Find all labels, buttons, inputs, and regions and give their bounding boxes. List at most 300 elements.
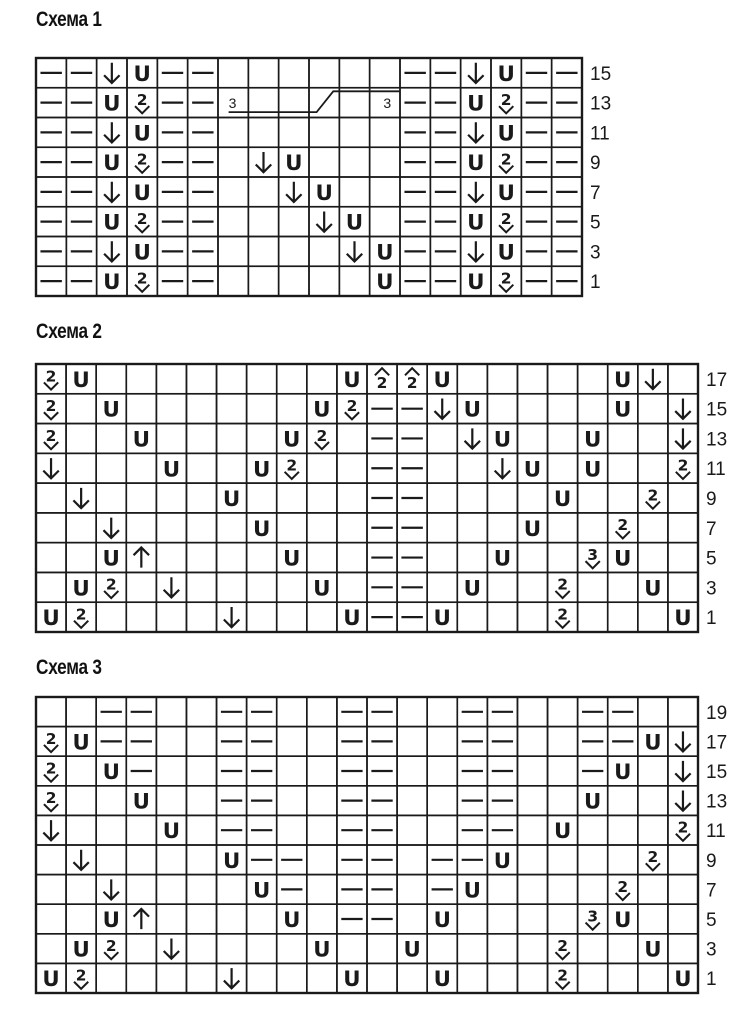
chart-cell [307, 602, 337, 632]
chart-cell [608, 934, 638, 964]
two-together-symbol: 2 [647, 486, 659, 505]
chart-cell [217, 904, 247, 934]
two-together-symbol: 2 [136, 269, 148, 288]
row-number: 11 [706, 821, 726, 843]
yarn-over-symbol: U [433, 967, 451, 993]
chart-cell [218, 266, 248, 296]
row-number: 13 [590, 93, 612, 115]
row-number: 19 [706, 702, 728, 724]
chart-cell [307, 845, 337, 875]
chart-cell [457, 483, 487, 513]
row-number: 15 [590, 63, 612, 85]
chart-cell [487, 904, 517, 934]
chart-cell [397, 697, 427, 727]
chart-cell [517, 602, 547, 632]
chart-cell [66, 394, 96, 424]
chart-cell [548, 513, 578, 543]
row-number: 11 [706, 459, 726, 481]
chart-cell [186, 602, 216, 632]
two-together-symbol: 2 [557, 575, 568, 594]
row-number: 13 [706, 791, 728, 813]
chart-cell [36, 572, 66, 602]
chart-cell [370, 118, 400, 148]
two-together-symbol: 2 [677, 818, 689, 837]
yarn-over-symbol: U [644, 937, 662, 963]
row-number: 3 [706, 578, 717, 600]
chart-cell [186, 815, 216, 845]
chart-cell [96, 424, 126, 454]
chart-cell [247, 483, 277, 513]
yarn-over-symbol: U [674, 606, 692, 632]
chart-cell [186, 786, 216, 816]
yarn-over-symbol: U [674, 967, 692, 993]
chart-cell [36, 543, 66, 573]
chart-cell [66, 756, 96, 786]
decrease-arrow-up-symbol [134, 909, 149, 929]
chart-cell [397, 815, 427, 845]
chart-cell [217, 934, 247, 964]
row-number: 1 [706, 969, 717, 991]
yarn-over-symbol: U [644, 730, 662, 756]
chart-cell [427, 815, 457, 845]
chart-cell [548, 453, 578, 483]
chart-cell [638, 815, 668, 845]
yarn-over-symbol: U [133, 240, 151, 266]
chart-cell [427, 483, 457, 513]
chart-cell [247, 602, 277, 632]
chart-cell [186, 543, 216, 573]
chart-cell [487, 394, 517, 424]
yarn-over-symbol: U [283, 546, 301, 572]
chart-cell [638, 453, 668, 483]
chart-cell [427, 543, 457, 573]
chart-cell [156, 727, 186, 757]
chart-cell [186, 845, 216, 875]
chart-cell [36, 934, 66, 964]
chart-cell [96, 963, 126, 993]
chart-cell [186, 572, 216, 602]
chart-title-1: Схема 1 [36, 8, 102, 31]
chart-cell [487, 483, 517, 513]
chart-cell [277, 483, 307, 513]
chart-cell [427, 513, 457, 543]
chart-cell [126, 845, 156, 875]
row-number: 11 [590, 123, 610, 145]
chart-cell [217, 513, 247, 543]
chart-cell [397, 786, 427, 816]
chart-cell [248, 207, 278, 237]
two-together-symbol: 2 [376, 373, 388, 392]
decrease-arrow-down-symbol [434, 399, 449, 419]
yarn-over-symbol: U [103, 210, 121, 236]
chart-cell [126, 394, 156, 424]
chart-cell [638, 756, 668, 786]
chart-cell [487, 875, 517, 905]
three-together-symbol: 3 [587, 907, 599, 926]
chart-cell [66, 453, 96, 483]
chart-cell [638, 513, 668, 543]
yarn-over-symbol: U [493, 427, 512, 453]
chart-cell [307, 513, 337, 543]
yarn-over-symbol: U [133, 121, 151, 147]
two-together-symbol: 2 [45, 397, 57, 416]
yarn-over-symbol: U [343, 967, 361, 993]
yarn-over-symbol: U [313, 397, 331, 423]
two-together-symbol: 2 [105, 575, 117, 594]
two-together-symbol: 2 [500, 91, 512, 110]
chart-cell [307, 815, 337, 845]
chart-cell [186, 904, 216, 934]
chart-cell [457, 513, 487, 543]
yarn-over-symbol: U [497, 240, 515, 266]
chart-cell [339, 58, 369, 88]
decrease-arrow-down-symbol [104, 879, 119, 899]
chart-cell [36, 904, 66, 934]
yarn-over-symbol: U [315, 180, 333, 206]
yarn-over-symbol: U [72, 367, 90, 393]
decrease-arrow-down-symbol [645, 369, 660, 389]
chart-cell [638, 424, 668, 454]
two-together-symbol: 2 [136, 210, 148, 229]
chart-cell [578, 483, 608, 513]
two-together-symbol: 2 [557, 605, 568, 624]
chart-cell [156, 364, 186, 394]
row-number: 1 [706, 608, 717, 630]
two-together-symbol: 2 [286, 456, 298, 475]
two-together-symbol: 2 [500, 269, 512, 288]
two-together-symbol: 2 [500, 150, 512, 169]
yarn-over-symbol: U [283, 907, 301, 933]
chart-cell [339, 147, 369, 177]
chart-cell [126, 453, 156, 483]
decrease-arrow-down-symbol [286, 182, 301, 202]
two-together-symbol: 2 [75, 966, 87, 985]
chart-cell [66, 697, 96, 727]
chart-cell [156, 424, 186, 454]
chart-title-2: Схема 2 [36, 320, 102, 343]
chart-cell [307, 483, 337, 513]
yarn-over-symbol: U [102, 546, 120, 572]
chart-cell [457, 934, 487, 964]
chart-cell [638, 786, 668, 816]
chart-grid-3 [36, 697, 727, 993]
chart-cell [397, 727, 427, 757]
row-number: 3 [706, 939, 717, 961]
row-number: 17 [706, 369, 728, 391]
chart-cell [277, 756, 307, 786]
row-number: 9 [706, 489, 717, 510]
chart-cell [279, 58, 309, 88]
yarn-over-symbol: U [433, 367, 451, 393]
row-number: 1 [590, 272, 601, 294]
row-number: 15 [706, 399, 728, 421]
chart-cell [487, 364, 517, 394]
row-number: 5 [706, 548, 717, 570]
chart-cell [96, 845, 126, 875]
chart-cell [277, 513, 307, 543]
chart-cell [247, 963, 277, 993]
chart-cell [578, 572, 608, 602]
chart-cell [247, 904, 277, 934]
decrease-arrow-down-symbol [164, 939, 179, 959]
chart-cell [186, 756, 216, 786]
chart-cell [517, 786, 547, 816]
decrease-arrow-down-symbol [43, 458, 58, 478]
chart-cell [126, 934, 156, 964]
chart-cell [96, 453, 126, 483]
chart-cell [126, 815, 156, 845]
chart-cell [307, 786, 337, 816]
chart-cell [309, 266, 339, 296]
chart-cell [638, 602, 668, 632]
chart-cell [248, 58, 278, 88]
row-number: 13 [706, 429, 728, 451]
chart-cell [548, 543, 578, 573]
yarn-over-symbol: U [497, 121, 515, 147]
yarn-over-symbol: U [493, 546, 512, 572]
chart-cell [578, 875, 608, 905]
chart-cell [277, 963, 307, 993]
yarn-over-symbol: U [162, 457, 181, 483]
chart-cell [457, 602, 487, 632]
chart-cell [277, 697, 307, 727]
chart-cell [608, 572, 638, 602]
chart-cell [517, 845, 547, 875]
chart-cell [517, 483, 547, 513]
chart-cell [156, 963, 186, 993]
chart-cell [370, 177, 400, 207]
chart-cell [337, 543, 367, 573]
chart-cell [66, 875, 96, 905]
chart-cell [218, 58, 248, 88]
chart-cell [517, 727, 547, 757]
decrease-arrow-down-symbol [468, 63, 483, 83]
chart-cell [156, 543, 186, 573]
chart-cell [457, 543, 487, 573]
chart-cell [247, 394, 277, 424]
decrease-arrow-down-symbol [224, 968, 239, 988]
chart-cell [337, 513, 367, 543]
chart-cell [517, 963, 547, 993]
yarn-over-symbol: U [72, 937, 90, 963]
chart-cell [638, 963, 668, 993]
row-number: 5 [590, 212, 601, 234]
chart-cell [247, 364, 277, 394]
chart-cell [96, 364, 126, 394]
decrease-arrow-down-symbol [164, 577, 179, 597]
chart-cell [279, 266, 309, 296]
chart-cell [578, 934, 608, 964]
chart-cell [248, 237, 278, 267]
chart-cell [608, 424, 638, 454]
yarn-over-symbol: U [42, 967, 60, 993]
chart-cell [217, 875, 247, 905]
chart-cell [517, 424, 547, 454]
yarn-over-symbol: U [467, 210, 485, 236]
chart-cell [279, 118, 309, 148]
row-number: 17 [706, 732, 728, 754]
yarn-over-symbol: U [467, 151, 485, 177]
chart-cell [247, 572, 277, 602]
chart-cell [217, 543, 247, 573]
chart-cell [217, 394, 247, 424]
decrease-arrow-down-symbol [256, 152, 271, 172]
chart-cell [307, 697, 337, 727]
chart-cell [248, 177, 278, 207]
chart-cell [397, 963, 427, 993]
chart-cell [126, 513, 156, 543]
two-together-symbol: 2 [647, 848, 659, 867]
chart-cell [277, 934, 307, 964]
chart-cell [309, 58, 339, 88]
yarn-over-symbol: U [433, 907, 451, 933]
chart-cell [126, 963, 156, 993]
chart-cell [36, 513, 66, 543]
chart-cell [156, 697, 186, 727]
chart-cell [608, 815, 638, 845]
chart-cell [668, 697, 698, 727]
chart-cell [307, 756, 337, 786]
yarn-over-symbol: U [523, 516, 542, 542]
chart-cell [126, 364, 156, 394]
chart-cell [457, 453, 487, 483]
yarn-over-symbol: U [614, 759, 632, 785]
decrease-arrow-down-symbol [73, 488, 88, 508]
chart-cell [427, 756, 457, 786]
decrease-arrow-down-symbol [495, 458, 510, 478]
chart-cell [638, 875, 668, 905]
chart-cell [218, 147, 248, 177]
chart-cell [578, 513, 608, 543]
yarn-over-symbol: U [103, 91, 121, 117]
chart-cell [370, 147, 400, 177]
chart-cell [186, 934, 216, 964]
chart-cell [277, 572, 307, 602]
chart-cell [487, 602, 517, 632]
row-number: 9 [706, 850, 717, 872]
three-together-symbol: 3 [587, 545, 599, 564]
chart-cell [427, 786, 457, 816]
chart-cell [279, 237, 309, 267]
yarn-over-symbol: U [222, 848, 241, 874]
two-together-symbol: 2 [617, 516, 629, 535]
yarn-over-symbol: U [644, 576, 662, 602]
decrease-arrow-down-symbol [675, 428, 690, 448]
chart-cell [247, 543, 277, 573]
chart-cell [517, 875, 547, 905]
yarn-over-symbol: U [614, 907, 632, 933]
chart-cell [548, 845, 578, 875]
chart-cell [248, 266, 278, 296]
chart-cell [337, 934, 367, 964]
chart-cell [156, 875, 186, 905]
chart-cell [307, 963, 337, 993]
chart-cell [427, 727, 457, 757]
chart-cell [186, 513, 216, 543]
chart-cell [277, 394, 307, 424]
chart-cell [427, 572, 457, 602]
chart-cell [186, 483, 216, 513]
yarn-over-symbol: U [133, 61, 151, 87]
chart-cell [487, 963, 517, 993]
chart-cell [668, 513, 698, 543]
chart-cell [218, 177, 248, 207]
chart-cell [668, 875, 698, 905]
yarn-over-symbol: U [583, 457, 602, 483]
two-together-symbol: 2 [45, 367, 57, 386]
yarn-over-symbol: U [553, 487, 572, 513]
chart-cell [487, 513, 517, 543]
chart-cell [517, 543, 547, 573]
chart-cell [668, 845, 698, 875]
chart-cell [548, 756, 578, 786]
chart-cell [277, 364, 307, 394]
yarn-over-symbol: U [497, 61, 515, 87]
two-together-symbol: 2 [136, 91, 148, 110]
yarn-over-symbol: U [252, 516, 271, 542]
chart-cell [218, 207, 248, 237]
yarn-over-symbol: U [72, 576, 90, 602]
chart-cell [126, 572, 156, 602]
chart-cell [668, 934, 698, 964]
chart-cell [248, 118, 278, 148]
row-number: 7 [706, 880, 717, 902]
chart-cell [186, 424, 216, 454]
chart-cell [156, 786, 186, 816]
row-number: 3 [590, 242, 601, 264]
decrease-arrow-down-symbol [465, 428, 480, 448]
chart-cell [427, 934, 457, 964]
decrease-arrow-down-symbol [675, 731, 690, 751]
two-together-symbol: 2 [45, 788, 57, 807]
yarn-over-symbol: U [103, 151, 121, 177]
chart-cell [608, 786, 638, 816]
chart-cell [277, 727, 307, 757]
chart-cell [156, 756, 186, 786]
two-together-symbol: 2 [45, 426, 57, 445]
decrease-arrow-down-symbol [316, 212, 331, 232]
chart-cell [126, 875, 156, 905]
chart-cell [548, 727, 578, 757]
decrease-arrow-down-symbol [104, 241, 119, 261]
yarn-over-symbol: U [467, 91, 485, 117]
yarn-over-symbol: U [583, 427, 602, 453]
chart-cell [608, 483, 638, 513]
yarn-over-symbol: U [132, 427, 151, 453]
chart-cell [517, 394, 547, 424]
two-together-symbol: 2 [105, 936, 117, 955]
decrease-arrow-down-symbol [103, 518, 118, 538]
cable-cross-line [229, 91, 400, 112]
chart-cell [427, 424, 457, 454]
chart-cell [668, 483, 698, 513]
chart-cell [156, 602, 186, 632]
chart-cell [337, 483, 367, 513]
yarn-over-symbol: U [433, 606, 451, 632]
chart-grid-2 [36, 364, 727, 632]
chart-cell [186, 364, 216, 394]
chart-cell [96, 483, 126, 513]
chart-cell [186, 963, 216, 993]
chart-cell [307, 453, 337, 483]
yarn-over-symbol: U [376, 240, 394, 266]
two-together-symbol: 2 [406, 373, 418, 392]
two-together-symbol: 2 [677, 456, 689, 475]
chart-cell [548, 875, 578, 905]
chart-cell [427, 697, 457, 727]
chart-cell [457, 963, 487, 993]
yarn-over-symbol: U [252, 457, 271, 483]
